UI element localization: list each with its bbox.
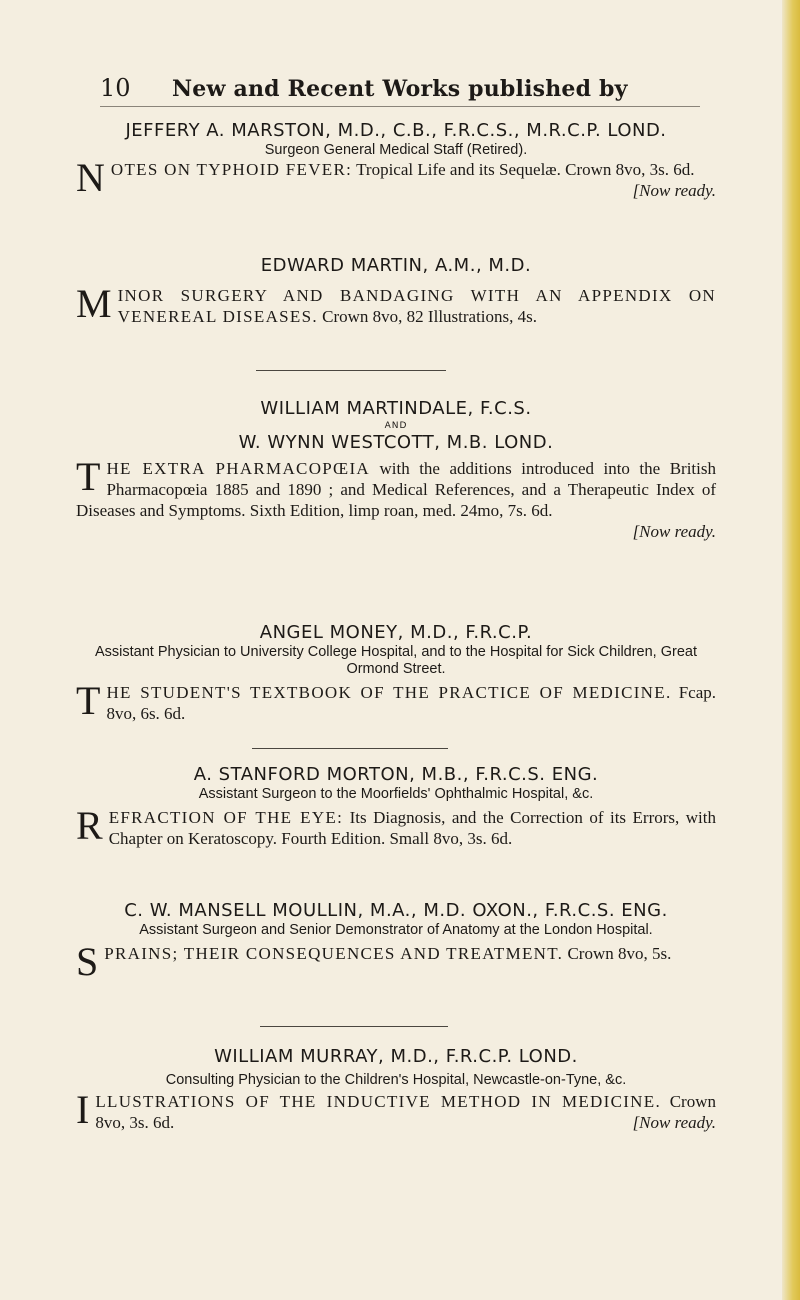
book-details: Tropical Life and its Sequelæ. Crown 8vo, 3s. 6d. (352, 160, 695, 179)
header-rule (100, 106, 700, 107)
author-credential: Surgeon General Medical Staff (Retired). (264, 142, 528, 158)
book-details: with the additions introduced into the British Pharmacopœia 1885 and 1890 ; and Medical References, and a Therapeutic Index of Diseases and Symptoms. Sixth Edition, limp roan, med. 24mo, 7s. 6d. (76, 459, 716, 520)
running-title: New and Recent Works published by (172, 76, 628, 102)
book-description (76, 155, 716, 200)
author-credential: Assistant Surgeon and Senior Demonstrator of Anatomy at the London Hospital. (139, 922, 653, 938)
book-details: Fcap. 8vo, 6s. 6d. (106, 683, 716, 723)
book-title: OTES ON TYPHOID FEVER: (110, 160, 353, 179)
conjunction: AND (384, 421, 408, 431)
author-name: A. STANFORD MORTON, M.B., F.R.C.S. ENG. (193, 764, 599, 785)
catalog-entry (76, 622, 716, 724)
drop-cap: I (76, 1087, 90, 1132)
book-description (76, 678, 716, 724)
page-edge (782, 0, 800, 1300)
author-name: WILLIAM MARTINDALE, F.C.S. (260, 398, 532, 419)
status-note: [Now ready. (632, 181, 716, 200)
status-note: [Now ready. (632, 1113, 716, 1132)
section-divider (260, 1026, 448, 1027)
catalog-entry (76, 398, 716, 542)
book-description (76, 803, 716, 849)
author-name: WILLIAM MURRAY, M.D., F.R.C.P. LOND. (214, 1046, 578, 1067)
book-title: HE STUDENT'S TEXTBOOK OF THE PRACTICE OF MEDICINE. (106, 683, 672, 702)
book-title: PRAINS; THEIR CONSEQUENCES AND TREATMENT. (104, 944, 564, 963)
catalog-entry (76, 764, 716, 849)
book-details: Crown 8vo, 3s. 6d. (95, 1092, 716, 1132)
drop-cap: N (76, 155, 105, 200)
catalog-entry (76, 1046, 716, 1133)
co-author-name: W. WYNN WESTCOTT, M.B. LOND. (238, 432, 554, 453)
author-name: JEFFERY A. MARSTON, M.D., C.B., F.R.C.S., M.R.C.P. LOND. (125, 120, 667, 141)
drop-cap: T (76, 454, 101, 499)
page-header (100, 74, 740, 114)
author-name: ANGEL MONEY, M.D., F.R.C.P. (259, 622, 533, 643)
drop-cap: M (76, 281, 112, 326)
author-credential: Assistant Surgeon to the Moorfields' Ophthalmic Hospital, &c. (198, 786, 594, 802)
status-line (76, 521, 716, 542)
book-title: EFRACTION OF THE EYE: (108, 808, 344, 827)
catalog-entry (76, 120, 716, 201)
drop-cap: T (76, 678, 101, 723)
author-credential: Assistant Physician to University College Hospital, and to the Hospital for Sick Children, Great Ormond Street. (94, 644, 698, 677)
author-name: C. W. MANSELL MOULLIN, M.A., M.D. OXON., F.R.C.S. ENG. (124, 900, 668, 921)
book-description (76, 281, 716, 327)
page-number: 10 (100, 74, 131, 102)
book-title: INOR SURGERY AND BANDAGING WITH AN APPENDIX ON VENEREAL DISEASES. (117, 286, 716, 326)
book-description (76, 939, 716, 984)
drop-cap: R (76, 803, 103, 848)
drop-cap: S (76, 939, 99, 984)
catalog-entry (76, 255, 716, 327)
book-details: Crown 8vo, 82 Illustrations, 4s. (317, 307, 538, 326)
author-name: EDWARD MARTIN, A.M., M.D. (260, 255, 532, 276)
book-description (76, 1087, 716, 1133)
status-note: [Now ready. (632, 522, 716, 541)
section-divider (256, 370, 446, 371)
book-description (76, 454, 716, 521)
section-divider (252, 748, 448, 749)
book-details: Crown 8vo, 5s. (563, 944, 672, 963)
catalog-entry (76, 900, 716, 984)
author-credential: Consulting Physician to the Children's Hospital, Newcastle-on-Tyne, &c. (165, 1072, 627, 1088)
book-title: LLUSTRATIONS OF THE INDUCTIVE METHOD IN MEDICINE. (95, 1092, 661, 1111)
book-title: HE EXTRA PHARMACOPŒIA (106, 459, 370, 478)
book-details: Its Diagnosis, and the Correction of its Errors, with Chapter on Keratoscopy. Fourth Edition. Small 8vo, 3s. 6d. (108, 808, 716, 848)
